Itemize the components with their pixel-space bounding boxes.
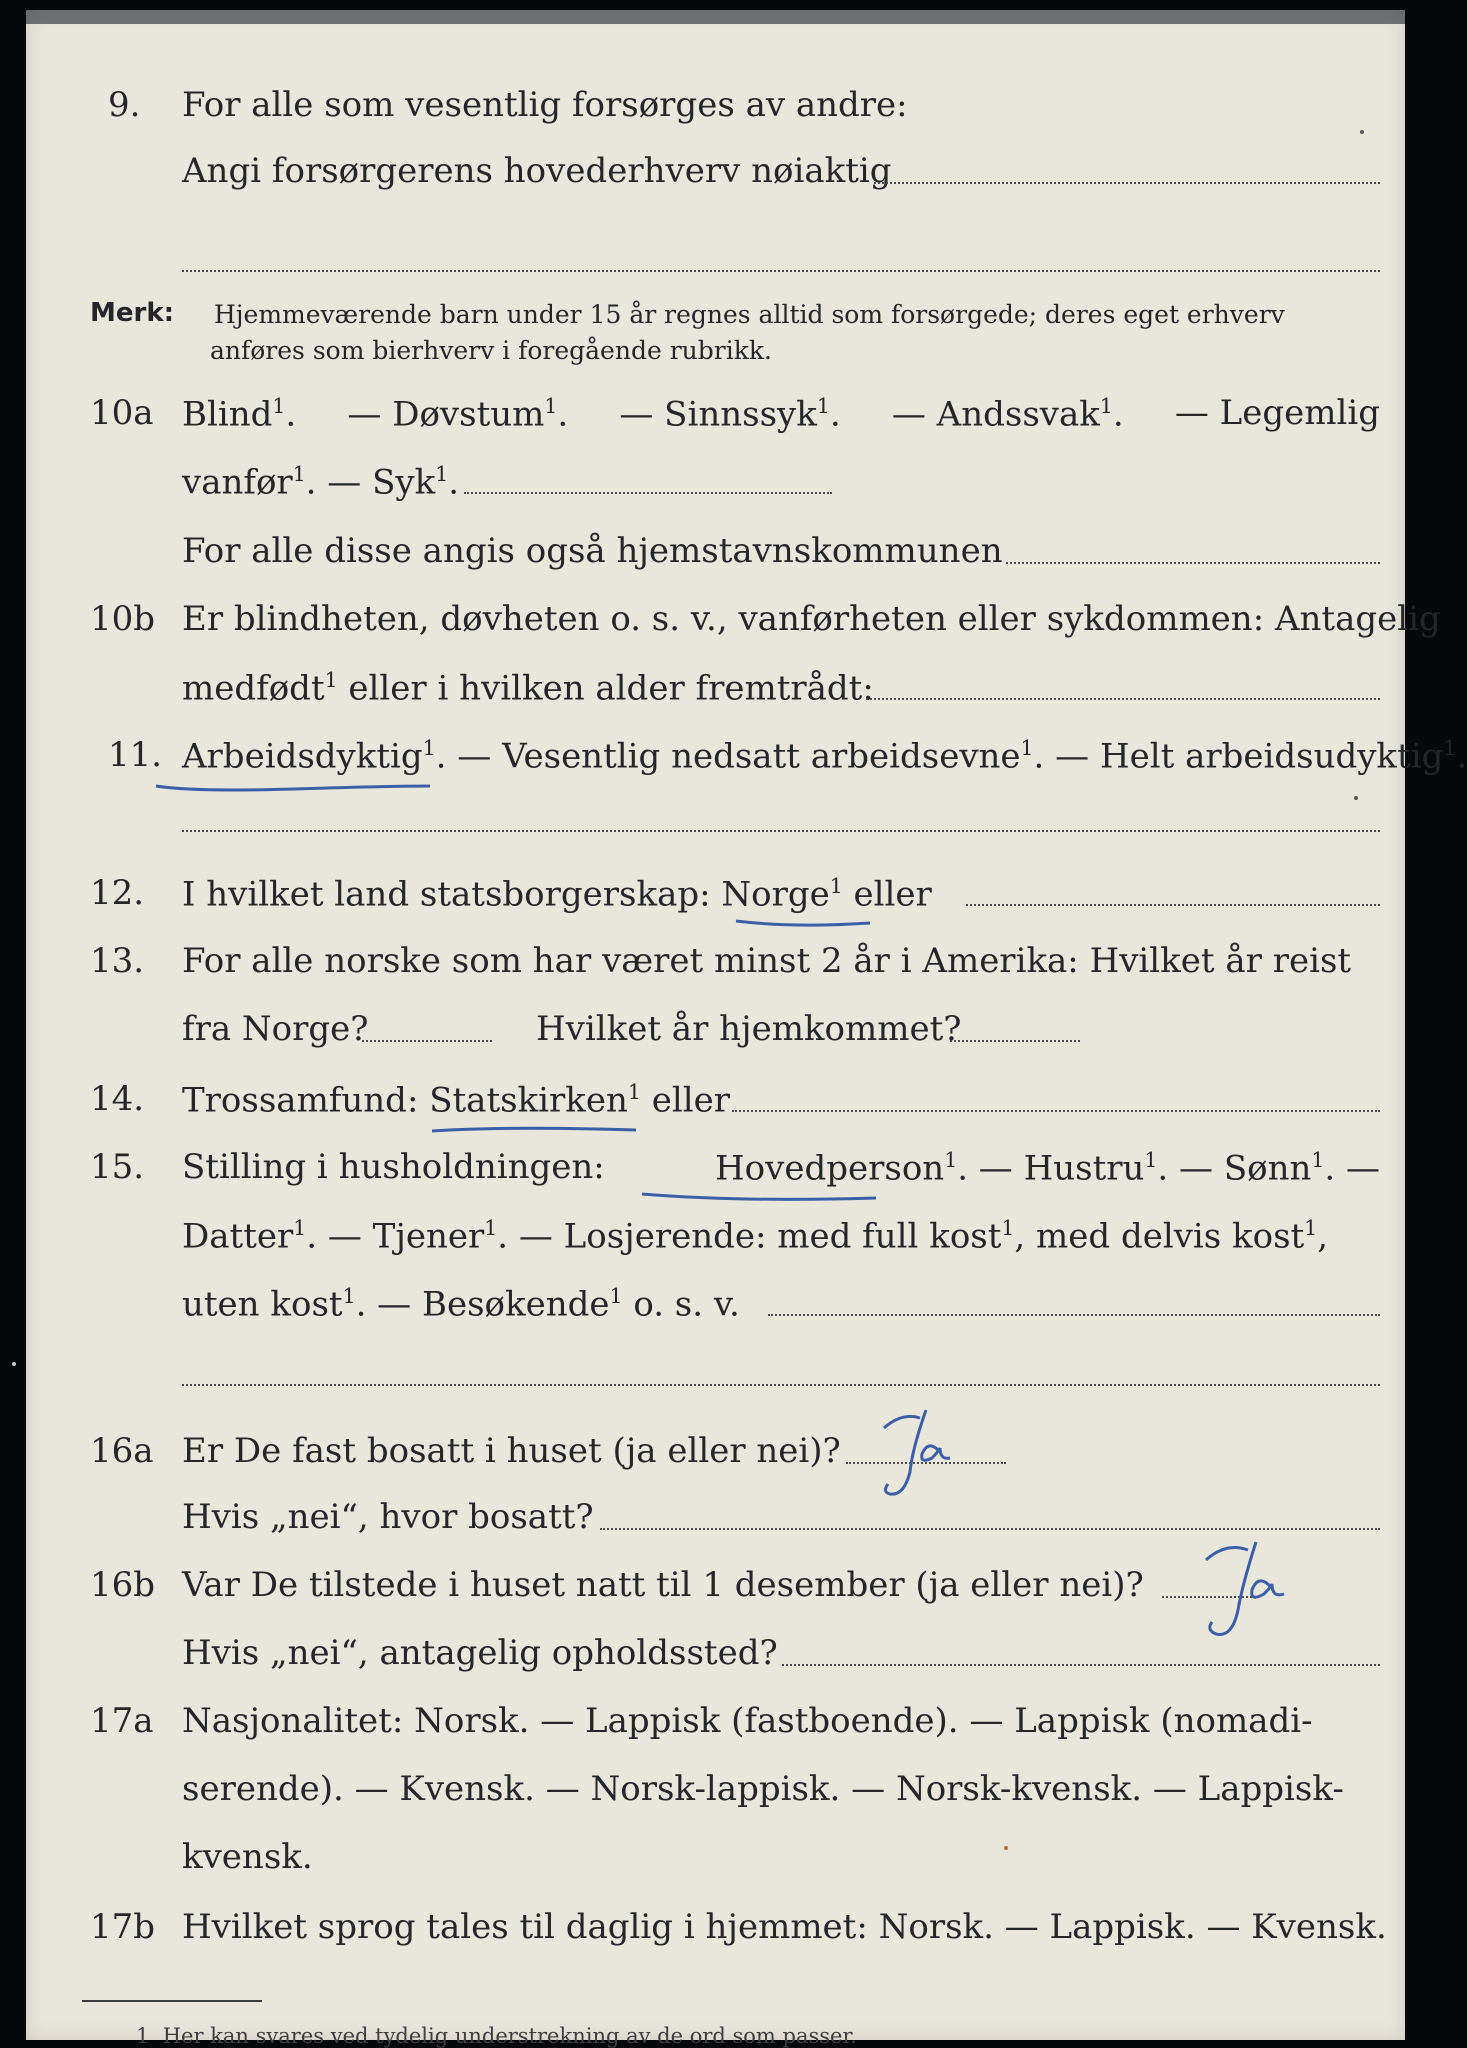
q14-answer-field[interactable] <box>732 1110 1380 1112</box>
question-number-13: 13. <box>90 941 145 981</box>
option-blind: Blind <box>182 394 273 435</box>
hjemkommet-year-field[interactable] <box>950 1040 1080 1042</box>
option-arbeidsdyktig[interactable]: Arbeidsdyktig <box>182 736 423 777</box>
q15-line1: Stilling i husholdningen: Hovedperson$^1$. — Hustru$^1$. — Sønn$^1$. — <box>182 1147 1380 1189</box>
handwritten-answer-16b <box>1196 1530 1346 1650</box>
q10b-answer-field[interactable] <box>866 698 1380 700</box>
question-number-10b: 10b <box>90 599 156 639</box>
q15-line3: uten kost$^1$. — Besøkende$^1$ o. s. v. <box>182 1284 740 1325</box>
underline-arbeidsdyktig <box>154 780 434 790</box>
question-number-16b: 16b <box>90 1565 156 1605</box>
q15-answer-field[interactable] <box>768 1314 1380 1316</box>
q10b-line1: Er blindheten, døvheten o. s. v., vanførheten eller sykdommen: Antagelig <box>182 599 1441 639</box>
opholdssted-field[interactable] <box>782 1664 1380 1666</box>
option-legemlig: — Legemlig <box>1174 393 1380 433</box>
hjemstavn-field[interactable] <box>1006 562 1380 564</box>
question-number-10a: 10a <box>90 393 154 433</box>
q11-line1: Arbeidsdyktig$^1$. — Vesentlig nedsatt arbeidsevne$^1$. — Helt arbeidsudyktig$^1$. <box>182 736 1467 777</box>
q16a-line1: Er De fast bosatt i huset (ja eller nei)? <box>182 1431 841 1471</box>
footnote-rule <box>82 2000 262 2002</box>
edge-speck <box>12 1362 16 1366</box>
q9-answer-field-2[interactable] <box>182 270 1380 272</box>
q16a-line2: Hvis „nei“, hvor bosatt? <box>182 1497 594 1537</box>
option-syk: — Syk <box>327 462 436 503</box>
q12-line1: I hvilket land statsborgerskap: Norge$^1$ eller <box>182 874 932 915</box>
q17a-line3: kvensk. <box>182 1837 313 1877</box>
option-norge[interactable]: Norge <box>721 874 830 915</box>
q10b-line2: medfødt$^1$ eller i hvilken alder fremtrådt: <box>182 668 874 709</box>
underline-norge <box>734 916 874 926</box>
q13-line2a: fra Norge? <box>182 1009 369 1049</box>
underline-statskirken <box>430 1122 640 1132</box>
option-hovedperson[interactable]: Hovedperson <box>715 1148 945 1189</box>
q17a-line1: Nasjonalitet: Norsk. — Lappisk (fastboende). — Lappisk (nomadi- <box>182 1701 1313 1741</box>
option-sinnssyk: — Sinnssyk <box>619 394 817 435</box>
paper-speck <box>1360 130 1364 134</box>
question-number-17a: 17a <box>90 1701 154 1741</box>
q17b-line1: Hvilket sprog tales til daglig i hjemmet: Norsk. — Lappisk. — Kvensk. <box>182 1907 1387 1947</box>
merk-label: Merk: <box>90 298 175 328</box>
question-number-15: 15. <box>90 1147 145 1187</box>
q10a-answer-field[interactable] <box>464 492 832 494</box>
q11-answer-field[interactable] <box>182 830 1380 832</box>
question-number-12: 12. <box>90 873 145 913</box>
underline-hovedperson <box>640 1190 880 1200</box>
q14-line1: Trossamfund: Statskirken$^1$ eller <box>182 1080 730 1121</box>
option-andssvak: — Andssvak <box>891 394 1100 435</box>
q9-line2: Angi forsørgerens hovederhverv nøiaktig <box>182 151 892 191</box>
merk-line1: Hjemmeværende barn under 15 år regnes alltid som forsørgede; deres eget erhverv <box>214 300 1285 329</box>
question-number-14: 14. <box>90 1079 145 1119</box>
handwritten-answer-16a <box>876 1400 1016 1510</box>
q12-answer-field[interactable] <box>966 904 1380 906</box>
top-edge-shadow <box>26 10 1405 24</box>
question-number-16a: 16a <box>90 1431 154 1471</box>
q13-line1: For alle norske som har været minst 2 år i Amerika: Hvilket år reist <box>182 941 1352 981</box>
q10a-line1: Blind$^1$. — Døvstum$^1$. — Sinnssyk$^1$. — Andssvak$^1$. — Legemlig <box>182 393 1380 435</box>
q16b-line2: Hvis „nei“, antagelig opholdssted? <box>182 1633 778 1673</box>
footnote-text: 1 Her kan svares ved tydelig understrekning av de ord som passer. <box>136 2024 857 2048</box>
merk-line2: anføres som bierhverv i foregående rubrikk. <box>210 336 772 365</box>
option-dovstum: — Døvstum <box>347 394 545 435</box>
census-form-page <box>26 10 1467 2048</box>
q15-answer-field-2[interactable] <box>182 1384 1380 1386</box>
option-statskirken[interactable]: Statskirken <box>429 1080 628 1121</box>
q9-line1: For alle som vesentlig forsørges av andre: <box>182 85 908 125</box>
q9-answer-field[interactable] <box>874 182 1380 184</box>
q15-line2: Datter$^1$. — Tjener$^1$. — Losjerende: med full kost$^1$, med delvis kost$^1$, <box>182 1216 1329 1257</box>
question-number-9: 9. <box>108 85 141 125</box>
paper-speck <box>1004 1846 1008 1850</box>
q17a-line2: serende). — Kvensk. — Norsk-lappisk. — Norsk-kvensk. — Lappisk- <box>182 1769 1344 1809</box>
q10a-line3: For alle disse angis også hjemstavnskommunen <box>182 531 1003 571</box>
question-number-11: 11. <box>108 735 163 775</box>
q16b-line1: Var De tilstede i huset natt til 1 desember (ja eller nei)? <box>182 1565 1144 1605</box>
option-vanfor: vanfør <box>182 462 293 503</box>
q13-line2b: Hvilket år hjemkommet? <box>536 1009 962 1049</box>
paper-speck <box>1354 796 1358 800</box>
q10a-line2: vanfør$^1$. — Syk$^1$. <box>182 462 460 503</box>
reist-year-field[interactable] <box>362 1040 492 1042</box>
question-number-17b: 17b <box>90 1907 156 1947</box>
